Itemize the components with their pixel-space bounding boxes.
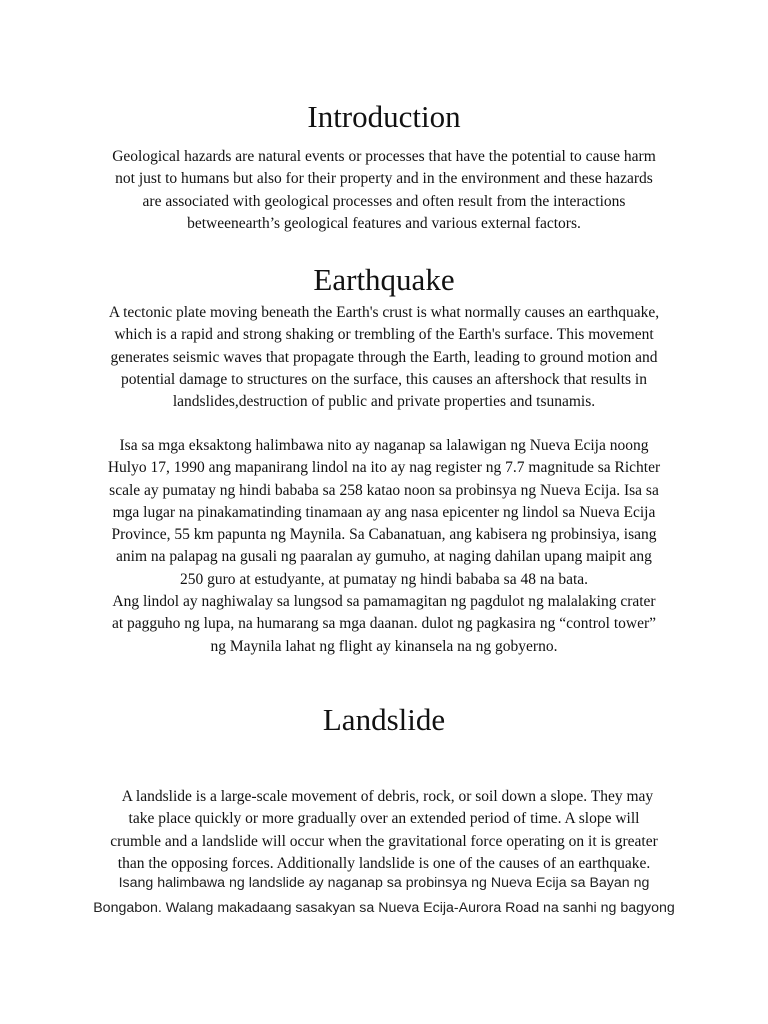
text-line: at pagguho ng lupa, na humarang sa mga daanan. dulot ng pagkasira ng “control tower”	[111, 615, 657, 633]
paragraph-earthquake-filipino	[90, 435, 678, 658]
text-line: generates seismic waves that propagate through the Earth, leading to ground motion and	[110, 348, 658, 366]
paragraph-earthquake-english	[90, 302, 678, 413]
text-line: not just to humans but also for their property and in the environment and these hazards	[115, 170, 653, 188]
text-line: betweenearth’s geological features and various external factors.	[187, 214, 581, 232]
heading-earthquake: Earthquake	[313, 262, 455, 297]
heading-introduction: Introduction	[307, 99, 461, 134]
heading-landslide: Landslide	[322, 702, 446, 737]
paragraph-landslide-filipino	[60, 871, 708, 921]
paragraph-introduction	[90, 146, 678, 235]
text-line: landslides,destruction of public and private properties and tsunamis.	[172, 393, 596, 411]
text-line: crumble and a landslide will occur when the gravitational force operating on it is greater	[110, 832, 658, 850]
text-line: are associated with geological processes and often result from the interactions	[142, 192, 626, 210]
text-line: Hulyo 17, 1990 ang mapanirang lindol na ito ay nag register ng 7.7 magnitude sa Richter	[107, 459, 661, 477]
text-line: Bongabon. Walang makadaang sasakyan sa Nueva Ecija-Aurora Road na sanhi ng bagyong	[93, 900, 675, 916]
text-line: 250 guro at estudyante, at pumatay ng hindi bababa sa 48 na bata.	[179, 570, 589, 588]
text-line: Isa sa mga eksaktong halimbawa nito ay naganap sa lalawigan ng Nueva Ecija noong	[119, 437, 649, 454]
text-line: Geological hazards are natural events or processes that have the potential to cause harm	[112, 148, 656, 165]
text-line: take place quickly or more gradually over an extended period of time. A slope will	[128, 810, 640, 828]
text-line: Isang halimbawa ng landslide ay naganap sa probinsya ng Nueva Ecija sa Bayan ng	[118, 875, 650, 891]
text-line: which is a rapid and strong shaking or trembling of the Earth's surface. This movement	[114, 326, 654, 344]
text-line: ng Maynila lahat ng flight ay kinansela na ng gobyerno.	[210, 637, 558, 655]
text-line: Province, 55 km papunta ng Maynila. Sa Cabanatuan, ang kabisera ng probinsiya, isang	[111, 526, 657, 544]
text-line: scale ay pumatay ng hindi bababa sa 258 katao noon sa probinsya ng Nueva Ecija. Isa sa	[109, 481, 659, 499]
text-line: A landslide is a large-scale movement of debris, rock, or soil down a slope. They may	[114, 788, 654, 805]
text-line: Ang lindol ay naghiwalay sa lungsod sa pamamagitan ng pagdulot ng malalaking crater	[112, 593, 656, 611]
text-line: than the opposing forces. Additionally landslide is one of the causes of an earthquake.	[117, 854, 651, 872]
text-line: mga lugar na pinakamatinding tinamaan ay ang nasa epicenter ng lindol sa Nueva Ecija	[112, 503, 656, 521]
text-line: anim na palapag na gusali ng paaralan ay gumuho, at naging dahilan upang maipit ang	[116, 548, 652, 566]
text-line: A tectonic plate moving beneath the Earth's crust is what normally causes an earthquake,	[108, 304, 660, 321]
text-line: potential damage to structures on the surface, this causes an aftershock that results in	[121, 370, 647, 388]
paragraph-landslide-english	[90, 786, 678, 875]
